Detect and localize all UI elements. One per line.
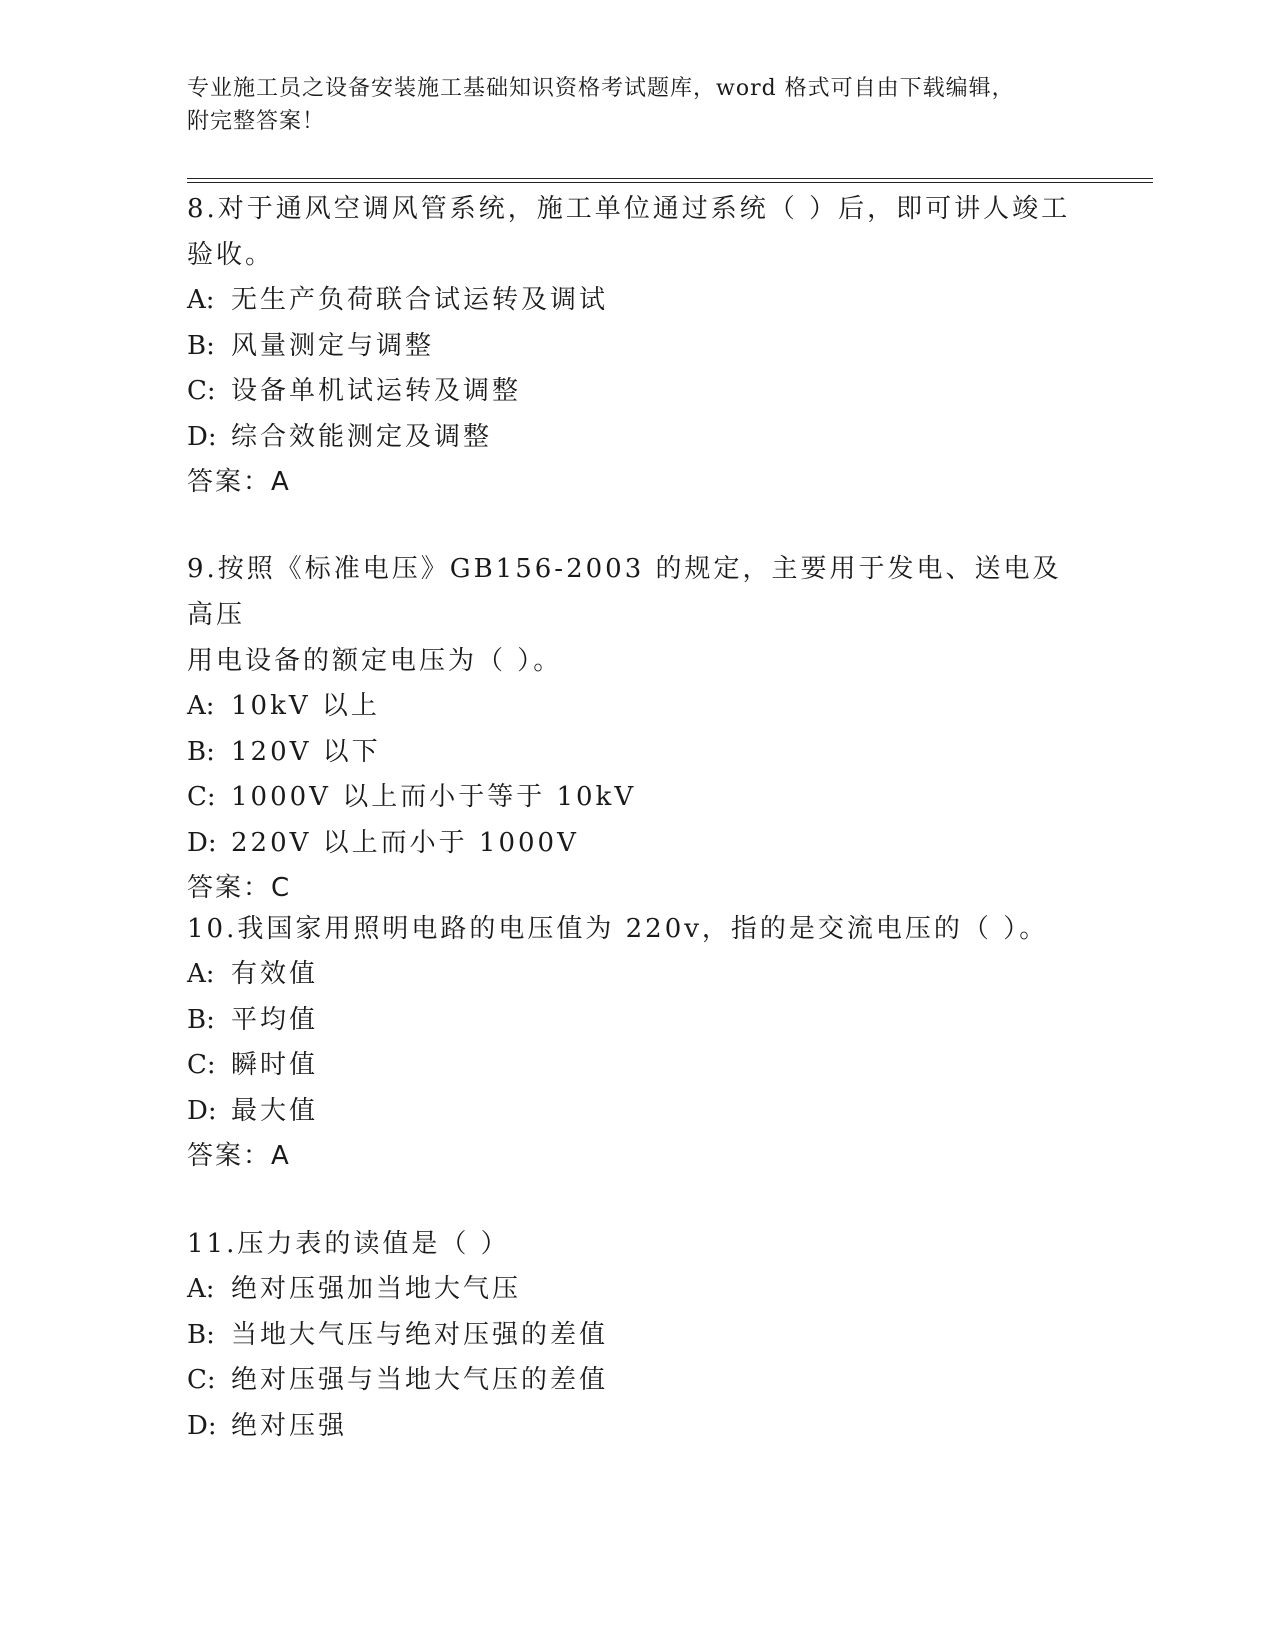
option-text: 绝对压强 <box>231 1410 348 1441</box>
document-header <box>187 72 1067 138</box>
option-text: 绝对压强与当地大气压的差值 <box>231 1365 609 1395</box>
header-divider-top <box>187 178 1153 179</box>
option-letter: C: <box>187 376 216 406</box>
question-text-line-1: 11.压力表的读值是（ ） <box>187 1229 510 1259</box>
question-10 <box>187 906 1087 1180</box>
option-text: 风量测定与调整 <box>231 330 435 361</box>
option-b <box>187 730 1087 776</box>
option-text: 220V 以上而小于 1000V <box>231 827 579 858</box>
option-text: 120V 以下 <box>231 736 381 767</box>
option-letter: C: <box>187 782 216 812</box>
option-letter: B: <box>187 1004 215 1035</box>
header-line-1: 专业施工员之设备安装施工基础知识资格考试题库，word 格式可自由下载编辑， <box>187 76 1015 101</box>
option-b <box>187 324 1087 370</box>
option-letter: D: <box>187 1095 217 1126</box>
option-text: 综合效能测定及调整 <box>231 421 493 452</box>
option-text: 瞬时值 <box>231 1050 319 1080</box>
option-text: 当地大气压与绝对压强的差值 <box>231 1319 609 1350</box>
option-d <box>187 821 1087 867</box>
option-text: 有效值 <box>231 959 319 989</box>
header-line-2: 附完整答案！ <box>187 109 326 134</box>
option-a <box>187 1267 1087 1313</box>
option-letter: D: <box>187 827 217 858</box>
option-b <box>187 998 1087 1044</box>
option-c <box>187 1358 1087 1404</box>
option-letter: B: <box>187 330 215 361</box>
option-d <box>187 1404 1087 1450</box>
option-text: 1000V 以上而小于等于 10kV <box>231 782 637 812</box>
question-11 <box>187 1221 1087 1449</box>
option-letter: B: <box>187 736 215 767</box>
option-text: 绝对压强加当地大气压 <box>231 1274 522 1304</box>
question-9 <box>187 546 1087 912</box>
option-a <box>187 278 1087 324</box>
option-c <box>187 1043 1087 1089</box>
option-d <box>187 415 1087 461</box>
question-text-line-1: 8.对于通风空调风管系统，施工单位通过系统（ ）后，即可讲人竣工 <box>187 194 1071 224</box>
option-b <box>187 1313 1087 1359</box>
option-a <box>187 952 1087 998</box>
option-letter: B: <box>187 1319 215 1350</box>
option-text: 设备单机试运转及调整 <box>231 376 522 406</box>
option-letter: A: <box>187 691 215 721</box>
option-text: 无生产负荷联合试运转及调试 <box>231 285 609 315</box>
option-text: 10kV 以上 <box>231 691 380 721</box>
option-letter: C: <box>187 1365 216 1395</box>
option-letter: A: <box>187 285 215 315</box>
option-letter: D: <box>187 1410 217 1441</box>
option-letter: C: <box>187 1050 216 1080</box>
question-text-line-1: 10.我国家用照明电路的电压值为 220v，指的是交流电压的（ ）。 <box>187 914 1049 944</box>
option-letter: A: <box>187 959 215 989</box>
question-text-line-2: 验收。 <box>187 240 275 270</box>
question-text-line-1: 9.按照《标准电压》GB156-2003 的规定，主要用于发电、送电及高压 <box>187 554 1062 630</box>
option-text: 最大值 <box>231 1095 319 1126</box>
option-a <box>187 684 1087 730</box>
question-8 <box>187 186 1087 506</box>
option-c <box>187 369 1087 415</box>
option-letter: D: <box>187 421 217 452</box>
answer: 答案：A <box>187 467 291 497</box>
option-c <box>187 775 1087 821</box>
question-text-line-2: 用电设备的额定电压为（ ）。 <box>187 646 563 676</box>
answer: 答案：C <box>187 873 292 903</box>
option-text: 平均值 <box>231 1004 319 1035</box>
header-divider-bottom <box>187 182 1153 183</box>
option-letter: A: <box>187 1274 215 1304</box>
option-d <box>187 1089 1087 1135</box>
answer: 答案：A <box>187 1141 291 1171</box>
